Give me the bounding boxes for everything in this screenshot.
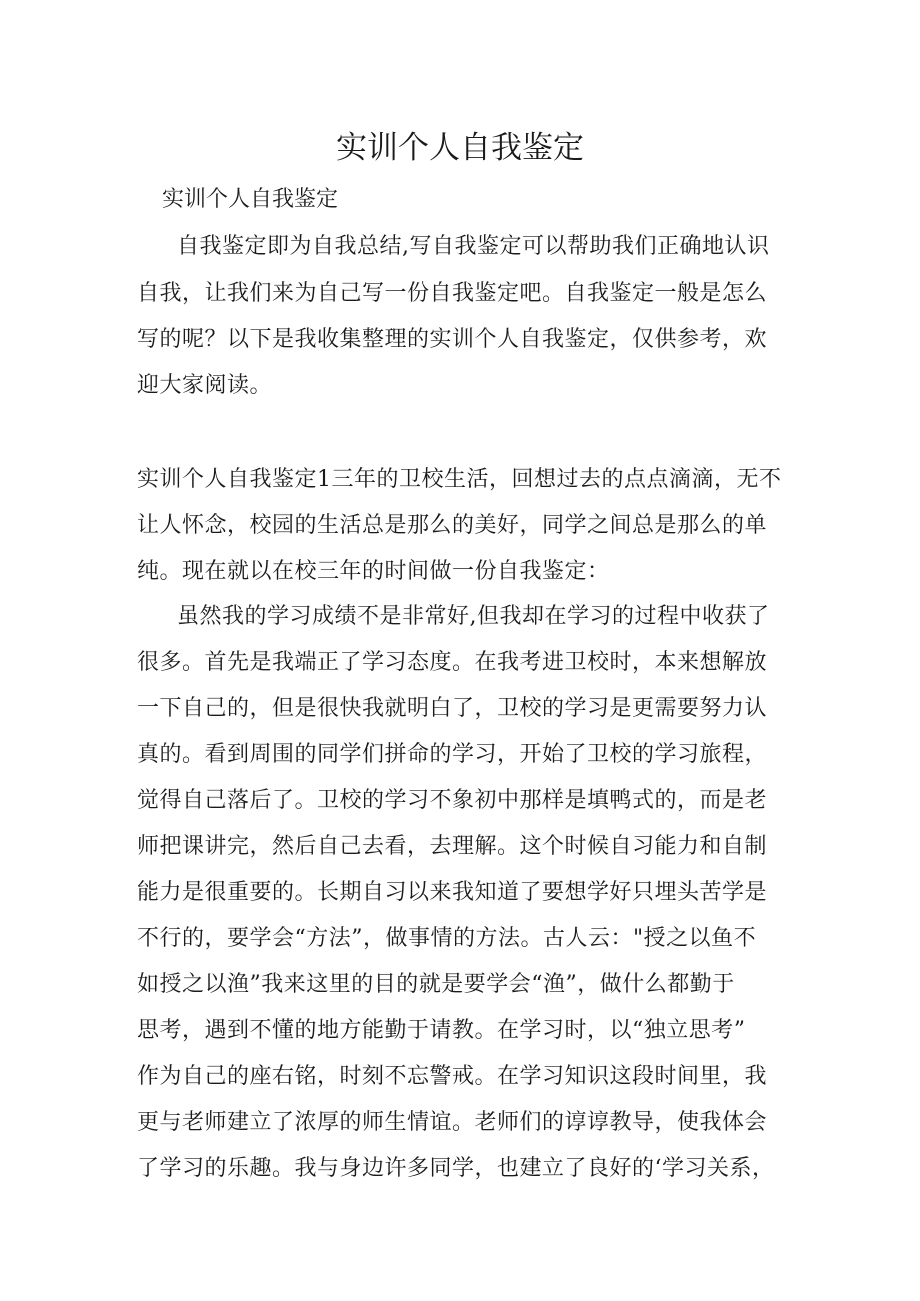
document-title: 实训个人自我鉴定 [336,130,584,166]
intro-line: 迎大家阅读。 [137,373,273,398]
section-line: 纯。现在就以在校三年的时间做一份自我鉴定： [137,559,610,584]
section-line: 实训个人自我鉴定1三年的卫校生活，回想过去的点点滴滴，无不 [137,467,782,492]
body-line: 觉得自己落后了。卫校的学习不象初中那样是填鸭式的，而是老 [137,788,768,813]
document-subtitle: 实训个人自我鉴定 [162,187,339,212]
body-line: 真的。看到周围的同学们拼命的学习，开始了卫校的学习旅程， [137,742,768,767]
body-line: 作为自己的座右铭，时刻不忘警戒。在学习知识这段时间里，我 [137,1064,768,1089]
body-line: 不行的，要学会“方法”，做事情的方法。古人云："授之以鱼不 [137,926,757,951]
body-line: 思考，遇到不懂的地方能勤于请教。在学习时，以“独立思考” [137,1018,746,1043]
body-line: 一下自己的，但是很快我就明白了，卫校的学习是更需要努力认 [137,696,768,721]
section-line: 让人怀念，校园的生活总是那么的美好，同学之间总是那么的单 [137,513,768,538]
body-line: 师把课讲完，然后自己去看，去理解。这个时候自习能力和自制 [137,834,768,859]
body-line: 很多。首先是我端正了学习态度。在我考进卫校时，本来想解放 [137,650,768,675]
intro-line: 自我鉴定即为自我总结,写自我鉴定可以帮助我们正确地认识 [177,234,770,259]
body-line: 如授之以渔”我来这里的目的就是要学会“渔”，做什么都勤于 [137,972,735,997]
body-line: 了学习的乐趣。我与身边许多同学，也建立了良好的‘学习关系， [137,1156,775,1181]
intro-line: 自我，让我们来为自己写一份自我鉴定吧。自我鉴定一般是怎么 [137,281,768,306]
intro-line: 写的呢？以下是我收集整理的实训个人自我鉴定，仅供参考，欢 [137,327,768,352]
body-line: 更与老师建立了浓厚的师生情谊。老师们的谆谆教导，使我体会 [137,1110,768,1135]
body-line: 能力是很重要的。长期自习以来我知道了要想学好只埋头苦学是 [137,880,768,905]
body-line: 虽然我的学习成绩不是非常好,但我却在学习的过程中收获了 [177,604,770,629]
